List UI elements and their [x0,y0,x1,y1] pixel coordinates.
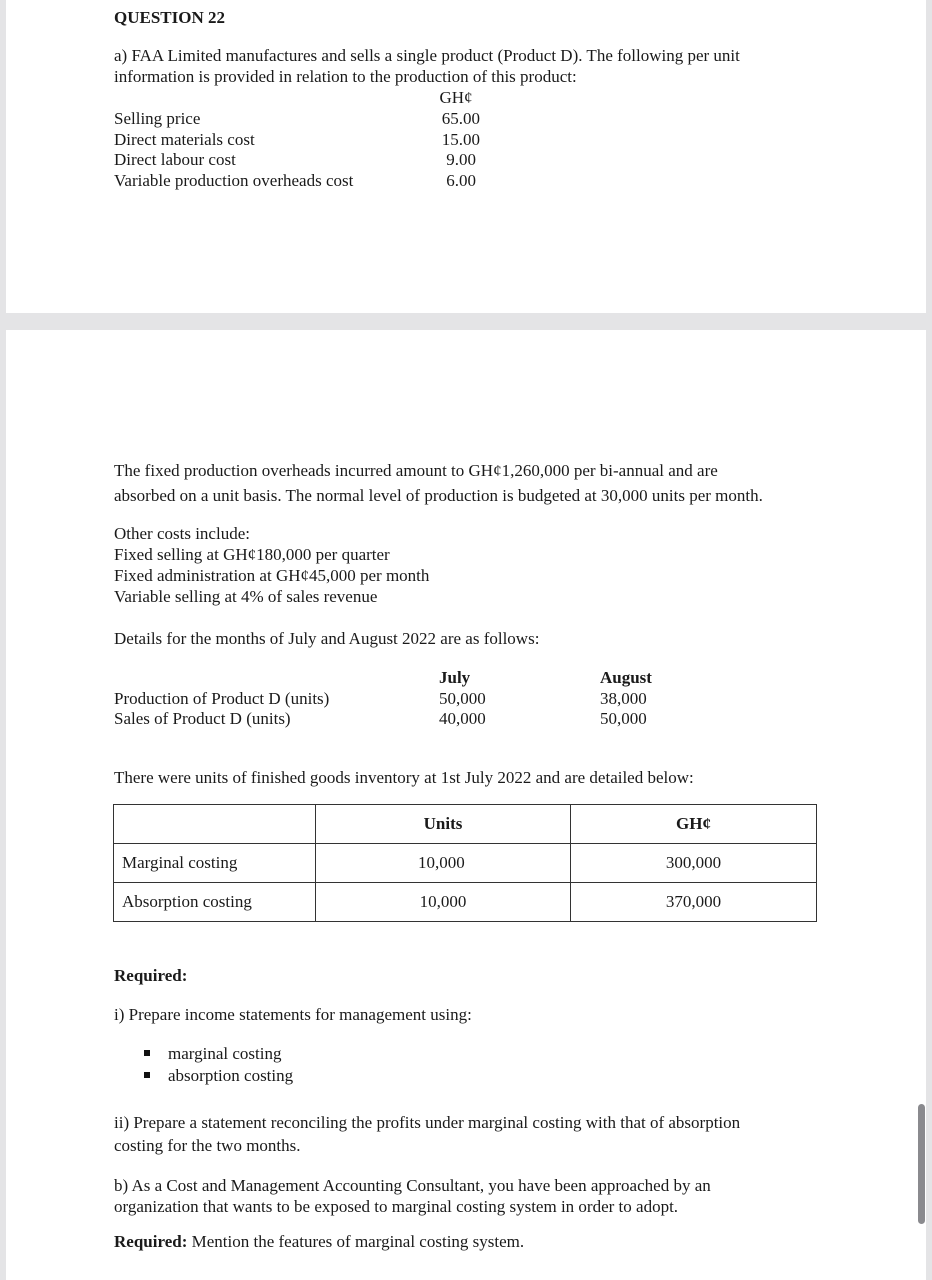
table-header-row [114,805,817,844]
details-row-label: Production of Product D (units) [114,689,330,708]
other-costs-heading: Other costs include: [114,524,250,543]
details-july-value: 50,000 [439,689,486,708]
unit-cost-value: 15.00 [441,130,480,149]
table-row [114,883,817,922]
bullet-square-icon [144,1072,150,1078]
final-required-label: Required: [114,1232,188,1251]
table-cell-units-text: 10,000 [418,853,465,872]
details-intro: Details for the months of July and August 2022 are as follows: [114,629,540,648]
bullet-item: marginal costing [168,1044,282,1063]
unit-cost-value: 6.00 [446,171,476,190]
table-cell-method: Marginal costing [114,844,316,883]
required-part-ii-line-1: ii) Prepare a statement reconciling the profits under marginal costing with that of absorption [114,1113,741,1132]
unit-cost-label: Direct materials cost [114,130,255,149]
part-b-line-1: b) As a Cost and Management Accounting Consultant, you have been approached by an [114,1176,711,1195]
details-row-label: Sales of Product D (units) [114,709,291,728]
unit-cost-value: 65.00 [441,109,480,128]
document-page-1 [6,0,926,313]
month-header-august: August [600,668,652,687]
month-header-july: July [439,668,471,687]
table-cell-value: 300,000 [571,844,817,883]
bullet-square-icon [144,1050,150,1056]
other-cost-item: Variable selling at 4% of sales revenue [114,587,378,606]
inventory-table [113,804,817,922]
required-heading: Required: [114,966,188,985]
details-august-value: 38,000 [600,689,647,708]
final-required-text: Mention the features of marginal costing system. [187,1232,525,1251]
unit-cost-value: 9.00 [446,150,476,169]
table-cell-units: 10,000 [316,883,571,922]
part-b-line-2: organization that wants to be exposed to marginal costing system in order to adopt. [114,1197,679,1216]
unit-cost-label: Variable production overheads cost [114,171,354,190]
unit-cost-label: Direct labour cost [114,150,236,169]
question-title: QUESTION 22 [114,8,225,27]
bullet-item: absorption costing [168,1066,294,1085]
fixed-overheads-line-1: The fixed production overheads incurred amount to GH¢1,260,000 per bi-annual and are [114,461,718,480]
required-part-i: i) Prepare income statements for management using: [114,1005,472,1024]
table-cell-method: Absorption costing [114,883,316,922]
intro-line-1: a) FAA Limited manufactures and sells a single product (Product D). The following per unit [114,46,740,65]
final-required [114,1231,524,1252]
currency-header: GH¢ [439,88,473,107]
inventory-intro: There were units of finished goods inventory at 1st July 2022 and are detailed below: [114,768,694,787]
other-cost-item: Fixed selling at GH¢180,000 per quarter [114,545,390,564]
document-page-2 [6,330,926,1280]
required-part-ii-line-2: costing for the two months. [114,1136,301,1155]
table-row [114,844,817,883]
intro-line-2: information is provided in relation to the production of this product: [114,67,577,86]
other-cost-item: Fixed administration at GH¢45,000 per month [114,566,430,585]
vertical-scrollbar[interactable] [918,1104,925,1224]
fixed-overheads-line-2: absorbed on a unit basis. The normal level of production is budgeted at 30,000 units per month. [114,486,763,505]
table-header-units: Units [316,805,571,844]
table-header-blank [114,805,316,844]
unit-cost-label: Selling price [114,109,201,128]
table-cell-value: 370,000 [571,883,817,922]
table-header-value: GH¢ [571,805,817,844]
details-july-value: 40,000 [439,709,486,728]
details-august-value: 50,000 [600,709,647,728]
table-cell-units [316,844,571,883]
